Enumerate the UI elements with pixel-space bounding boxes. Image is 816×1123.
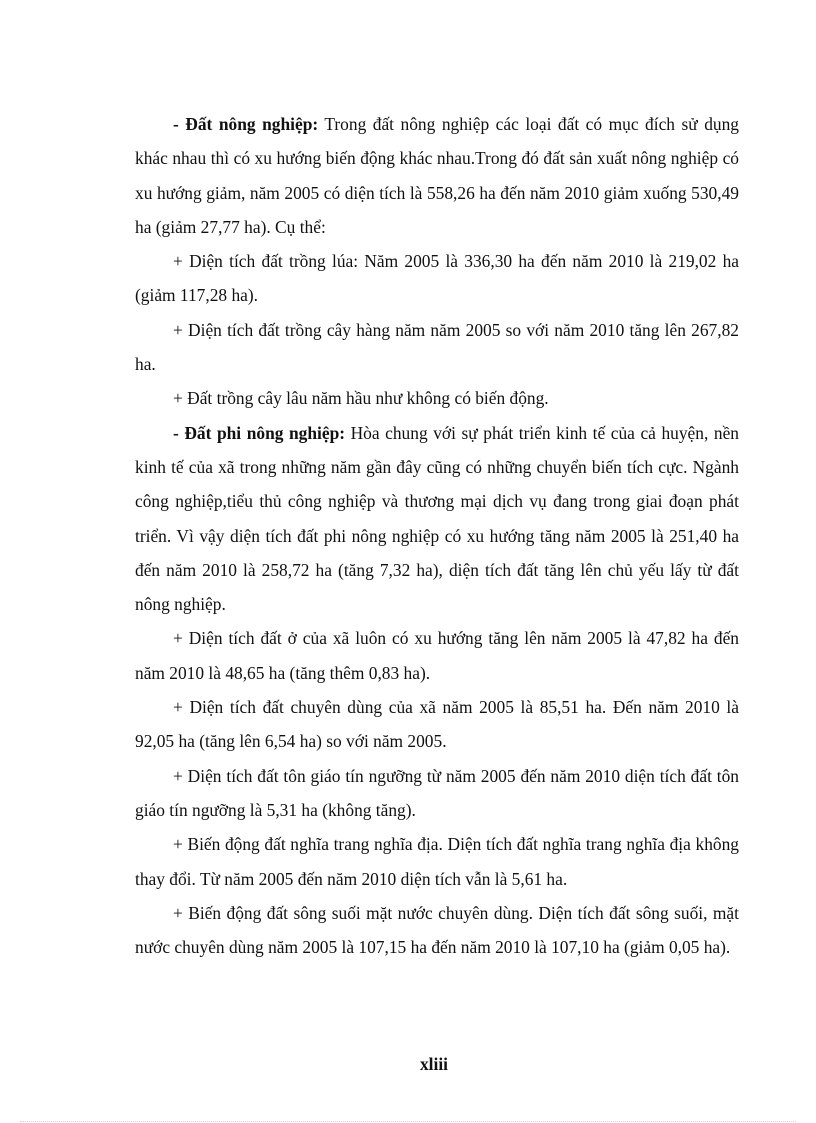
paragraph-agricultural-land [135,107,739,244]
page-bottom-divider [20,1121,796,1122]
paragraph-rice-land: + Diện tích đất trồng lúa: Năm 2005 là 336,30 ha đến năm 2010 là 219,02 ha (giảm 117,28 ha). [135,251,739,306]
paragraph-text: Trong đất nông nghiệp các loại đất có mục đích sử dụng khác nhau thì có xu hướng biến động khác nhau.Trong đó đất sản xuất nông nghiệp có xu hướng giảm, năm 2005 có diện tích là 558,26 ha đến năm 2010 giảm xuống 530,49 ha (giảm 27,77 ha). Cụ thể: [135,114,740,237]
paragraph-lead: - Đất nông nghiệp: [173,114,319,134]
paragraph-water-surface-land: + Biến động đất sông suối mặt nước chuyên dùng. Diện tích đất sông suối, mặt nước chuyên dùng năm 2005 là 107,15 ha đến năm 2010 là 107,10 ha (giảm 0,05 ha). [135,902,739,958]
paragraph-residential-land: + Diện tích đất ở của xã luôn có xu hướng tăng lên năm 2005 là 47,82 ha đến năm 2010 là 48,65 ha (tăng thêm 0,83 ha). [135,628,739,683]
paragraph-text: Hòa chung với sự phát triển kinh tế của cả huyện, nền kinh tế của xã trong những năm gần đây cũng có những chuyển biến tích cực. Ngành công nghiệp,tiểu thủ công nghiệp và thương mại dịch vụ đang trong giai đoạn phát triển. Vì vậy diện tích đất phi nông nghiệp có xu hướng tăng năm 2005 là 251,40 ha đến năm 2010 là 258,72 ha (tăng 7,32 ha), diện tích đất tăng lên chủ yếu lấy từ đất nông nghiệp. [135,422,739,615]
document-body [135,107,739,964]
paragraph-special-use-land: + Diện tích đất chuyên dùng của xã năm 2005 là 85,51 ha. Đến năm 2010 là 92,05 ha (tăng lên 6,54 ha) so với năm 2005. [135,697,739,752]
paragraph-annual-crop-land: + Diện tích đất trồng cây hàng năm năm 2005 so với năm 2010 tăng lên 267,82 ha. [135,319,739,375]
paragraph-cemetery-land: + Biến động đất nghĩa trang nghĩa địa. Diện tích đất nghĩa trang nghĩa địa không thay đổi. Từ năm 2005 đến năm 2010 diện tích vẫn là 5,61 ha. [135,834,739,889]
paragraph-religious-land: + Diện tích đất tôn giáo tín ngưỡng từ năm 2005 đến năm 2010 diện tích đất tôn giáo tín ngưỡng là 5,31 ha (không tăng). [135,765,739,820]
page-number: xliii [419,1054,449,1074]
paragraph-lead: - Đất phi nông nghiệp: [173,422,346,443]
paragraph-non-agricultural-land [135,416,739,622]
paragraph-perennial-crop-land: + Đất trồng cây lâu năm hầu như không có biến động. [173,388,549,409]
